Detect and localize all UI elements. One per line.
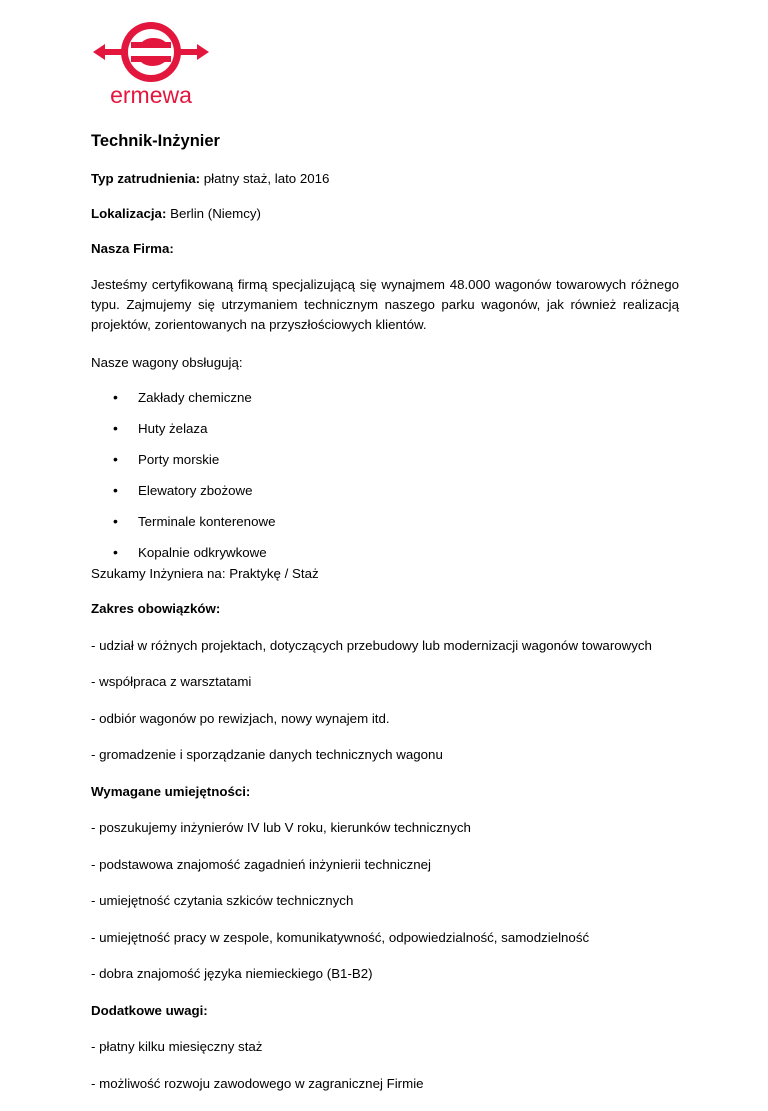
list-item: • Elewatory zbożowe — [113, 482, 679, 513]
serve-list — [91, 389, 679, 575]
location-value: Berlin (Niemcy) — [166, 206, 261, 221]
skills-heading: Wymagane umiejętności: — [91, 783, 251, 799]
duties-heading: Zakres obowiązków: — [91, 601, 221, 616]
list-item: - gromadzenie i sporządzanie danych technicznych wagonu — [91, 747, 443, 762]
logo-wordmark: ermewa — [110, 82, 192, 108]
ermewa-logo — [91, 18, 211, 108]
list-item: - możliwość rozwoju zawodowego w zagranicznej Firmie — [91, 1075, 424, 1091]
list-item: • Kopalnie odkrywkowe — [113, 544, 679, 575]
list-item: • Terminale konterenowe — [113, 513, 679, 544]
list-item: • Zakłady chemiczne — [113, 389, 679, 420]
company-description: Jesteśmy certyfikowaną firmą specjalizującą się wynajmem 48.000 wagonów towarowych różnego typu. Zajmujemy się utrzymaniem technicznym naszego parku wagonów, jak również realizacją projektów, zorientowanych na przyszłościowych klientów. — [91, 277, 679, 332]
list-item: - dobra znajomość języka niemieckiego (B1-B2) — [91, 966, 373, 981]
list-item: • Porty morskie — [113, 451, 679, 482]
employment-label: Typ zatrudnienia: — [91, 171, 201, 186]
employment-value: płatny staż, lato 2016 — [200, 171, 330, 186]
seeking-text: Szukamy Inżyniera na: Praktykę / Staż — [91, 566, 319, 581]
job-posting — [91, 132, 679, 1111]
list-item: - odbiór wagonów po rewizjach, nowy wynajem itd. — [91, 710, 390, 726]
list-item: - umiejętność pracy w zespole, komunikatywność, odpowiedzialność, samodzielność — [91, 929, 590, 945]
location — [91, 205, 679, 222]
job-title: Technik-Inżynier — [91, 132, 220, 150]
serve-intro: Nasze wagony obsługują: — [91, 355, 243, 370]
list-item: - poszukujemy inżynierów IV lub V roku, kierunków technicznych — [91, 820, 471, 835]
location-label: Lokalizacja: — [91, 206, 167, 221]
ermewa-emblem-icon — [91, 18, 211, 108]
company-heading: Nasza Firma: — [91, 241, 174, 256]
list-item: - podstawowa znajomość zagadnień inżynierii technicznej — [91, 856, 431, 872]
list-item: - umiejętność czytania szkiców technicznych — [91, 893, 354, 908]
list-item: - udział w różnych projektach, dotyczących przebudowy lub modernizacji wagonów towarowych — [91, 637, 652, 653]
notes-heading: Dodatkowe uwagi: — [91, 1002, 208, 1018]
employment-type — [91, 170, 679, 187]
list-item: - współpraca z warsztatami — [91, 674, 252, 689]
list-item: - płatny kilku miesięczny staż — [91, 1039, 263, 1054]
list-item: • Huty żelaza — [113, 420, 679, 451]
